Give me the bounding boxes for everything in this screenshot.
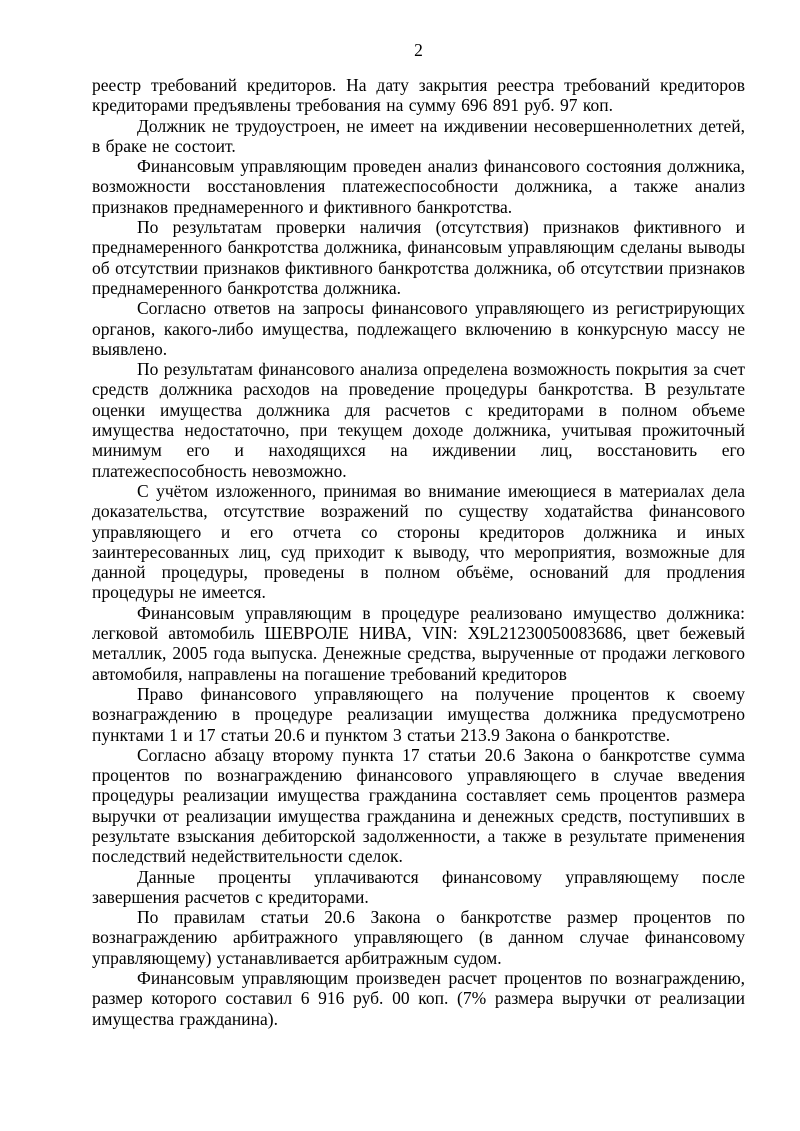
paragraph: Право финансового управляющего на получение процентов к своему вознаграждению в процедуре реализации имущества должника предусмотрено пунктами 1 и 17 статьи 20.6 и пунктом 3 статьи 213.9 Закона о банкротстве. — [92, 683, 745, 745]
paragraph: С учётом изложенного, принимая во внимание имеющиеся в материалах дела доказательства, отсутствие возражений по существу ходатайства финансового управляющего и его отчета со стороны кредиторов должника и иных заинтересованных лиц, суд приходит к выводу, что мероприятия, возможные для данной процедуры, проведены в полном объёме, оснований для продления процедуры не имеется. — [92, 480, 745, 603]
paragraph: реестр требований кредиторов. На дату закрытия реестра требований кредиторов кредиторами предъявлены требования на сумму 696 891 руб. 97 коп. — [92, 75, 745, 116]
paragraph: По правилам статьи 20.6 Закона о банкротстве размер процентов по вознаграждению арбитражного управляющего (в данном случае финансовому управляющему) устанавливается арбитражным судом. — [92, 907, 745, 968]
paragraph: Должник не трудоустроен, не имеет на иждивении несовершеннолетних детей, в браке не состоит. — [92, 115, 745, 156]
paragraph: По результатам проверки наличия (отсутствия) признаков фиктивного и преднамеренного банкротства должника, финансовым управляющим сделаны выводы об отсутствии признаков фиктивного банкротства должника, об отсутствии признаков преднамеренного банкротства должника. — [92, 217, 745, 298]
paragraph: Данные проценты уплачиваются финансовому управляющему после завершения расчетов с кредиторами. — [92, 866, 745, 907]
paragraph: Согласно абзацу второму пункта 17 статьи 20.6 Закона о банкротстве сумма процентов по вознаграждению финансового управляющего в случае введения процедуры реализации имущества гражданина составляет семь процентов размера выручки от реализации имущества гражданина и денежных средств, поступивших в результате взыскания дебиторской задолженности, а также в результате применения последствий недействительности сделок. — [92, 744, 745, 867]
paragraph: Финансовым управляющим в процедуре реализовано имущество должника: легковой автомобиль ШЕВРОЛЕ НИВА, VIN: X9L21230050083686, цвет бежевый металлик, 2005 года выпуска. Денежные средства, вырученные от продажи легкового автомобиля, направлены на погашение требований кредиторов — [92, 602, 745, 684]
document-body — [92, 75, 745, 1029]
page-number: 2 — [414, 40, 423, 60]
paragraph: По результатам финансового анализа определена возможность покрытия за счет средств должника расходов на проведение процедуры банкротства. В результате оценки имущества должника для расчетов с кредиторами в полном объеме имущества недостаточно, при текущем доходе должника, учитывая прожиточный минимум его и находящихся на иждивении лиц, восстановить его платежеспособность невозможно. — [92, 359, 745, 481]
paragraph: Финансовым управляющим проведен анализ финансового состояния должника, возможности восстановления платежеспособности должника, а также анализ признаков преднамеренного и фиктивного банкротства. — [92, 156, 745, 217]
paragraph: Согласно ответов на запросы финансового управляющего из регистрирующих органов, какого-либо имущества, подлежащего включению в конкурсную массу не выявлено. — [92, 298, 745, 359]
paragraph: Финансовым управляющим произведен расчет процентов по вознаграждению, размер которого составил 6 916 руб. 00 коп. (7% размера выручки от реализации имущества гражданина). — [92, 968, 745, 1029]
